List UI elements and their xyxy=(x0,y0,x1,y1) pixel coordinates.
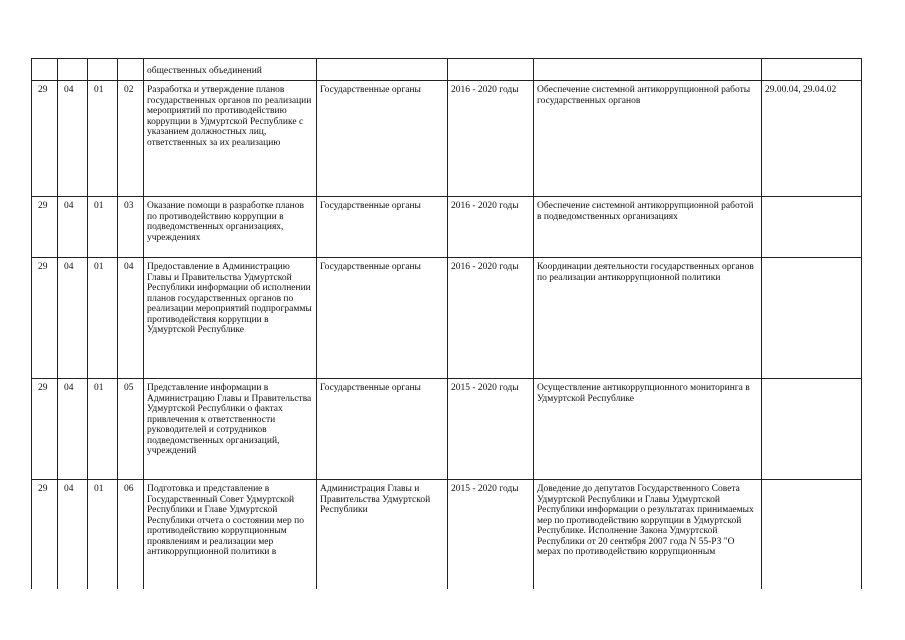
cell-codes xyxy=(762,197,862,258)
cell xyxy=(58,59,88,81)
cell xyxy=(32,59,58,81)
cell-code-1: 29 xyxy=(32,197,58,258)
cell xyxy=(88,59,118,81)
cell-code-1: 29 xyxy=(32,480,58,590)
cell-codes: 29.00.04, 29.04.02 xyxy=(762,81,862,197)
cell-code-3: 01 xyxy=(88,258,118,379)
cell-code-4: 04 xyxy=(118,258,144,379)
table-row xyxy=(32,59,862,81)
cell xyxy=(534,59,762,81)
cell-name: общественных объединений xyxy=(144,59,317,81)
cell-codes xyxy=(762,258,862,379)
cell-code-2: 04 xyxy=(58,258,88,379)
cell-code-2: 04 xyxy=(58,379,88,480)
cell-period: 2016 - 2020 годы xyxy=(448,258,534,379)
cell-name: Подготовка и представление в Государственный Совет Удмуртской Республики и Главе Удмуртской Республики отчета о состоянии мер по противодействию коррупционным проявлениям и реализации мер антикоррупционной политики в xyxy=(144,480,317,590)
cell-codes xyxy=(762,480,862,590)
cell-code-3: 01 xyxy=(88,480,118,590)
cell-code-3: 01 xyxy=(88,197,118,258)
cell-result: Координации деятельности государственных органов по реализации антикоррупционной политики xyxy=(534,258,762,379)
cell-name: Представление информации в Администрацию Главы и Правительства Удмуртской Республики о фактах привлечения к ответственности руководителей и сотрудников подведомственных организаций, учреждений xyxy=(144,379,317,480)
cell-code-3: 01 xyxy=(88,379,118,480)
table-row xyxy=(32,480,862,590)
cell-code-2: 04 xyxy=(58,480,88,590)
cell-executor: Государственные органы xyxy=(317,379,448,480)
cell-codes xyxy=(762,379,862,480)
cell-executor: Администрация Главы и Правительства Удмуртской Республики xyxy=(317,480,448,590)
cell-name: Оказание помощи в разработке планов по противодействию коррупции в подведомственных организациях, учреждениях xyxy=(144,197,317,258)
program-table xyxy=(31,58,862,589)
cell-code-4: 02 xyxy=(118,81,144,197)
cell-code-1: 29 xyxy=(32,258,58,379)
cell-code-4: 06 xyxy=(118,480,144,590)
cell-code-2: 04 xyxy=(58,81,88,197)
cell-result: Доведение до депутатов Государственного Совета Удмуртской Республики и Главы Удмуртской Республики информации о результатах принимаемых мер по противодействию коррупции в Удмуртской Республике. Исполнение Закона Удмуртской Республики от 20 сентября 2007 года N 55-РЗ "О мерах по противодействию коррупционным xyxy=(534,480,762,590)
cell-executor: Государственные органы xyxy=(317,197,448,258)
cell-code-3: 01 xyxy=(88,81,118,197)
cell-code-1: 29 xyxy=(32,379,58,480)
table-row xyxy=(32,379,862,480)
cell-result: Обеспечение системной антикоррупционной работы государственных органов xyxy=(534,81,762,197)
cell xyxy=(762,59,862,81)
cell-result: Осуществление антикоррупционного мониторинга в Удмуртской Республике xyxy=(534,379,762,480)
cell-executor: Государственные органы xyxy=(317,258,448,379)
table-row xyxy=(32,81,862,197)
table-row xyxy=(32,197,862,258)
cell-period: 2015 - 2020 годы xyxy=(448,480,534,590)
cell-code-1: 29 xyxy=(32,81,58,197)
cell-name: Предоставление в Администрацию Главы и Правительства Удмуртской Республики информации об исполнении планов государственных органов по реализации мероприятий подпрограммы противодействия коррупции в Удмуртской Республике xyxy=(144,258,317,379)
cell-executor: Государственные органы xyxy=(317,81,448,197)
cell xyxy=(118,59,144,81)
cell-result: Обеспечение системной антикоррупционной работой в подведомственных организациях xyxy=(534,197,762,258)
table-row xyxy=(32,258,862,379)
cell-period: 2016 - 2020 годы xyxy=(448,81,534,197)
cell-code-2: 04 xyxy=(58,197,88,258)
cell-name: Разработка и утверждение планов государственных органов по реализации мероприятий по противодействию коррупции в Удмуртской Республике с указанием должностных лиц, ответственных за их реализацию xyxy=(144,81,317,197)
cell xyxy=(448,59,534,81)
cell-code-4: 03 xyxy=(118,197,144,258)
cell xyxy=(317,59,448,81)
cell-period: 2015 - 2020 годы xyxy=(448,379,534,480)
cell-code-4: 05 xyxy=(118,379,144,480)
cell-period: 2016 - 2020 годы xyxy=(448,197,534,258)
